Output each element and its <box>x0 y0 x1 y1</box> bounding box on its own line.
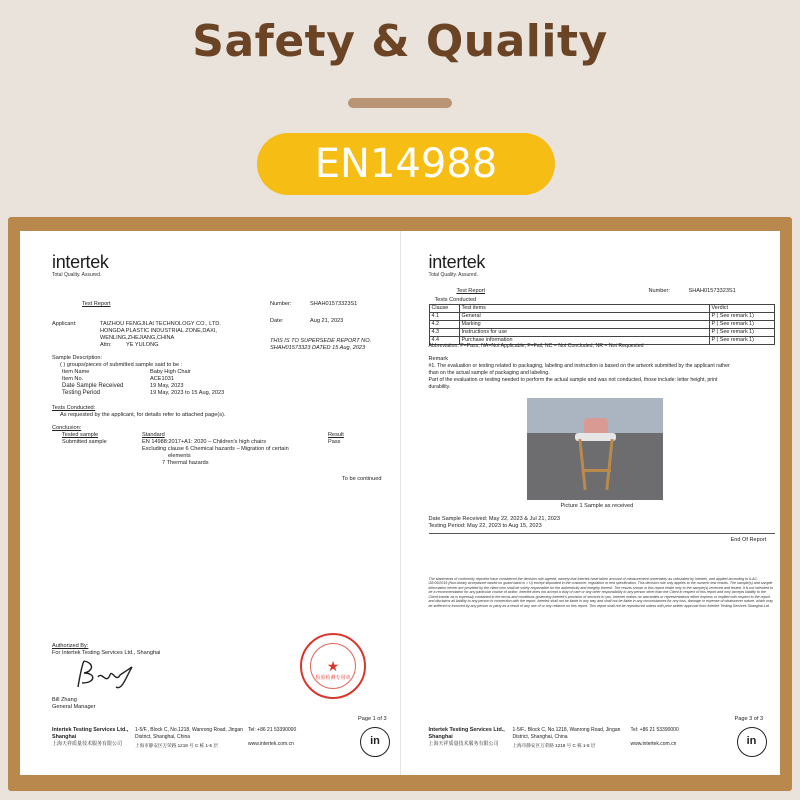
footer-web: www.intertek.com.cn <box>630 741 677 747</box>
report-page-1 <box>20 231 401 775</box>
table-row <box>429 329 774 337</box>
footer-address-cn: 上海市静安区万荣路 1218 号 C 栋 1-5 层 <box>512 743 596 748</box>
item-name-value: Baby High Chair <box>150 369 191 375</box>
footer-phone: Tel: +86 21 53390000 <box>630 727 679 733</box>
supersede-note: THIS IS TO SUPERSEDE REPORT NO. <box>270 338 372 344</box>
row-result: Pass <box>328 439 341 445</box>
testing-period: Testing Period: May 22, 2023 to Aug 15, 2023 <box>428 523 542 529</box>
table-cell: P ( See remark 1) <box>709 321 774 329</box>
number-label: Number: <box>270 301 292 307</box>
authorized-by-label: Authorized By: <box>52 643 89 649</box>
table-cell: P ( See remark 1) <box>709 313 774 321</box>
in-circle-icon: in <box>737 727 767 757</box>
table-cell: General <box>459 313 709 321</box>
tests-conducted-label: Tests Conducted <box>434 297 477 303</box>
signer-title: General Manager <box>52 704 96 710</box>
row-sample: Submitted sample <box>62 439 107 445</box>
date-received-label: Date Sample Received <box>62 383 124 389</box>
report-page-3 <box>401 231 781 775</box>
number-value: SHAH01573323S1 <box>310 301 358 307</box>
remark-line: than on the actual sample of packaging and labeling. <box>428 370 550 376</box>
table-cell: 4.4 <box>429 337 459 345</box>
test-report-label: Test Report <box>456 288 486 294</box>
testing-period-label: Testing Period <box>62 390 101 396</box>
abbreviation-note: Abbreviation: P=Pass, NA=Not Applicable, F=Fail, NC = Not Concluded, NR = Not Requested <box>428 343 644 349</box>
table-cell: P ( See remark 1) <box>709 329 774 337</box>
col-result: Result <box>328 432 344 438</box>
row-standard: Excluding clause 6 Chemical hazards – Migration of certain <box>142 446 289 452</box>
col-standard: Standard <box>142 432 165 438</box>
footer-phone: Tel: +86 21 53390000 <box>248 727 297 733</box>
table-header-row <box>429 305 774 313</box>
title-underline <box>348 98 452 108</box>
photo-caption: Picture 1 Sample as received <box>560 503 634 509</box>
item-name-label: Item Name <box>62 369 90 375</box>
table-cell: 4.3 <box>429 329 459 337</box>
test-report-label: Test Report <box>82 301 111 307</box>
footer-company-cn: 上海天祥质量技术服务有限公司 <box>52 741 123 747</box>
row-standard: EN 14988:2017+A1: 2020 – Children's high chairs <box>142 439 267 445</box>
certificate-sheet <box>20 231 780 775</box>
tests-conducted-label: Tests Conducted: <box>52 405 96 411</box>
table-cell: 4.1 <box>429 313 459 321</box>
applicant-label: Applicant: <box>52 321 77 327</box>
sample-intro: ( ) groups/pieces of submitted sample said to be : <box>60 362 183 368</box>
standard-badge: EN14988 <box>257 133 555 195</box>
remark-line: #1. The evaluation or testing related to packaging, labeling and instruction is based on the artwork submitted by the applicant rather <box>428 363 730 369</box>
footer-address-cn: 上海市静安区万荣路 1218 号 C 栋 1-5 层 <box>135 743 218 748</box>
footer-company: Intertek Testing Services Ltd., <box>428 727 505 733</box>
testing-period-value: 19 May, 2023 to 15 Aug, 2023 <box>150 390 225 396</box>
logo-tagline: Total Quality. Assured. <box>52 272 102 278</box>
remark-label: Remark <box>428 356 449 362</box>
footer-address: 1-5/F., Block C, No.1218, Wanrong Road, Jingan District, Shanghai, China <box>512 727 621 740</box>
applicant-line: WENLING,ZHEJIANG,CHINA <box>100 335 175 341</box>
page-number: Page 1 of 3 <box>358 716 387 722</box>
row-standard: 7 Thermal hazards <box>162 460 209 466</box>
disclaimer-fine-print: The statements of conformity reported have considered the decision rule agreed, namely that Intertek have taken account of measurement uncertainty as calculated by Intertek, and applied according to ILAC-G8:09/2019 (Non-binary acceptance based on guard band w = U) except stipulated in the customer, regulation or test specification. This decision rule only applies to the numeric test results. The sample(s) and sample information herein are provided by the client who shall be solely responsible for the authenticity and integrity thereof. The results shown in this report relate only to the sample(s) received and tested. It is not intended to be a recommendation for any particular course of action. Intertek does not accept a duty of care or any other responsibility to any person other than the Client in respect of this report and only accepts liability to the Client insofar as is expressly contained in the terms and conditions governing Intertek's provision of services to you. Intertek makes no warranties or representations either express or implied with respect to the report and disclaims all liability to any person in connection with the report. Intertek shall not be liable in any way and shall not be liable in any circumstances for any loss, damage or expense of whatsoever nature, which may be suffered or incurred by any person or party as a result of any use of or any reliance on this report. This report shall not be reproduced unless with prior written approval from Intertek Testing Services Shanghai Ltd. <box>428 577 774 608</box>
end-of-report: End Of Report <box>730 537 767 543</box>
seal-text: 检验检测专用章 <box>315 675 351 681</box>
footer-company-city: Shanghai <box>52 734 77 740</box>
table-header-cell: Clause <box>429 305 459 313</box>
in-circle-icon: in <box>360 727 390 757</box>
footer-address: 1-5/F., Block C, No.1218, Wanrong Road, Jingan District, Shanghai, China <box>135 727 243 740</box>
to-be-continued: To be continued <box>342 476 382 482</box>
table-header-cell: Verdict <box>709 305 774 313</box>
conclusion-label: Conclusion: <box>52 425 82 431</box>
footer-company-city: Shanghai <box>428 734 453 740</box>
divider <box>429 533 775 534</box>
date-label: Date: <box>270 318 284 324</box>
table-header-cell: Test items <box>459 305 709 313</box>
page-number: Page 3 of 3 <box>734 716 764 722</box>
table-cell: 4.2 <box>429 321 459 329</box>
tests-table <box>429 304 775 345</box>
remark-line: durability. <box>428 384 451 390</box>
footer-web: www.intertek.com.cn <box>248 741 294 747</box>
table-row <box>429 313 774 321</box>
page-title: Safety & Quality <box>192 16 608 67</box>
footer-company: Intertek Testing Services Ltd., <box>52 727 129 733</box>
applicant-line: HONGDA PLASTIC INDUSTRIAL ZONE,DAXI, <box>100 328 217 334</box>
table-cell: Instructions for use <box>459 329 709 337</box>
table-cell: Purchase information <box>459 337 709 345</box>
authorized-by-value: For Intertek Testing Services Ltd., Shanghai <box>52 650 161 656</box>
table-cell: P ( See remark 1) <box>709 337 774 345</box>
signer-name: Bill Zhang <box>52 697 77 703</box>
attn-label: Attn: <box>100 342 112 348</box>
col-tested-sample: Tested sample <box>62 432 99 438</box>
logo-tagline: Total Quality. Assured. <box>428 272 478 278</box>
sample-description-label: Sample Description: <box>52 355 103 361</box>
signature <box>72 657 152 693</box>
supersede-note: SHAH01573323 DATED 15 Aug, 2023 <box>270 345 366 351</box>
table-row <box>429 321 774 329</box>
intertek-logo: intertek <box>52 252 109 272</box>
number-value: SHAH01573323S1 <box>688 288 736 294</box>
row-standard: elements <box>168 453 191 459</box>
applicant-line: TAIZHOU FENGJILAI TECHNOLOGY CO., LTD. <box>100 321 221 327</box>
date-sample-received: Date Sample Received: May 22, 2023 & Jul 21, 2023 <box>428 516 561 522</box>
number-label: Number: <box>648 288 670 294</box>
intertek-logo: intertek <box>428 252 486 272</box>
date-received-value: 19 May, 2023 <box>150 383 184 389</box>
certificate-frame <box>8 217 792 791</box>
date-value: Aug 21, 2023 <box>310 318 344 324</box>
item-no-value: ACE1031 <box>150 376 174 382</box>
item-no-label: Item No. <box>62 376 84 382</box>
footer-company-cn: 上海天祥质量技术服务有限公司 <box>428 741 499 747</box>
remark-line: Part of the evaluation or testing needed to perform the actual sample and was not conducted, those include: letter height, print <box>428 377 718 383</box>
table-cell: Marking <box>459 321 709 329</box>
inspection-seal <box>300 633 366 699</box>
tests-conducted-value: As requested by the applicant, for details refer to attached page(s). <box>60 412 226 418</box>
sample-photo <box>527 398 663 500</box>
attn-value: YE YULONG <box>126 342 159 348</box>
seal-star-icon: ★ <box>326 658 340 674</box>
